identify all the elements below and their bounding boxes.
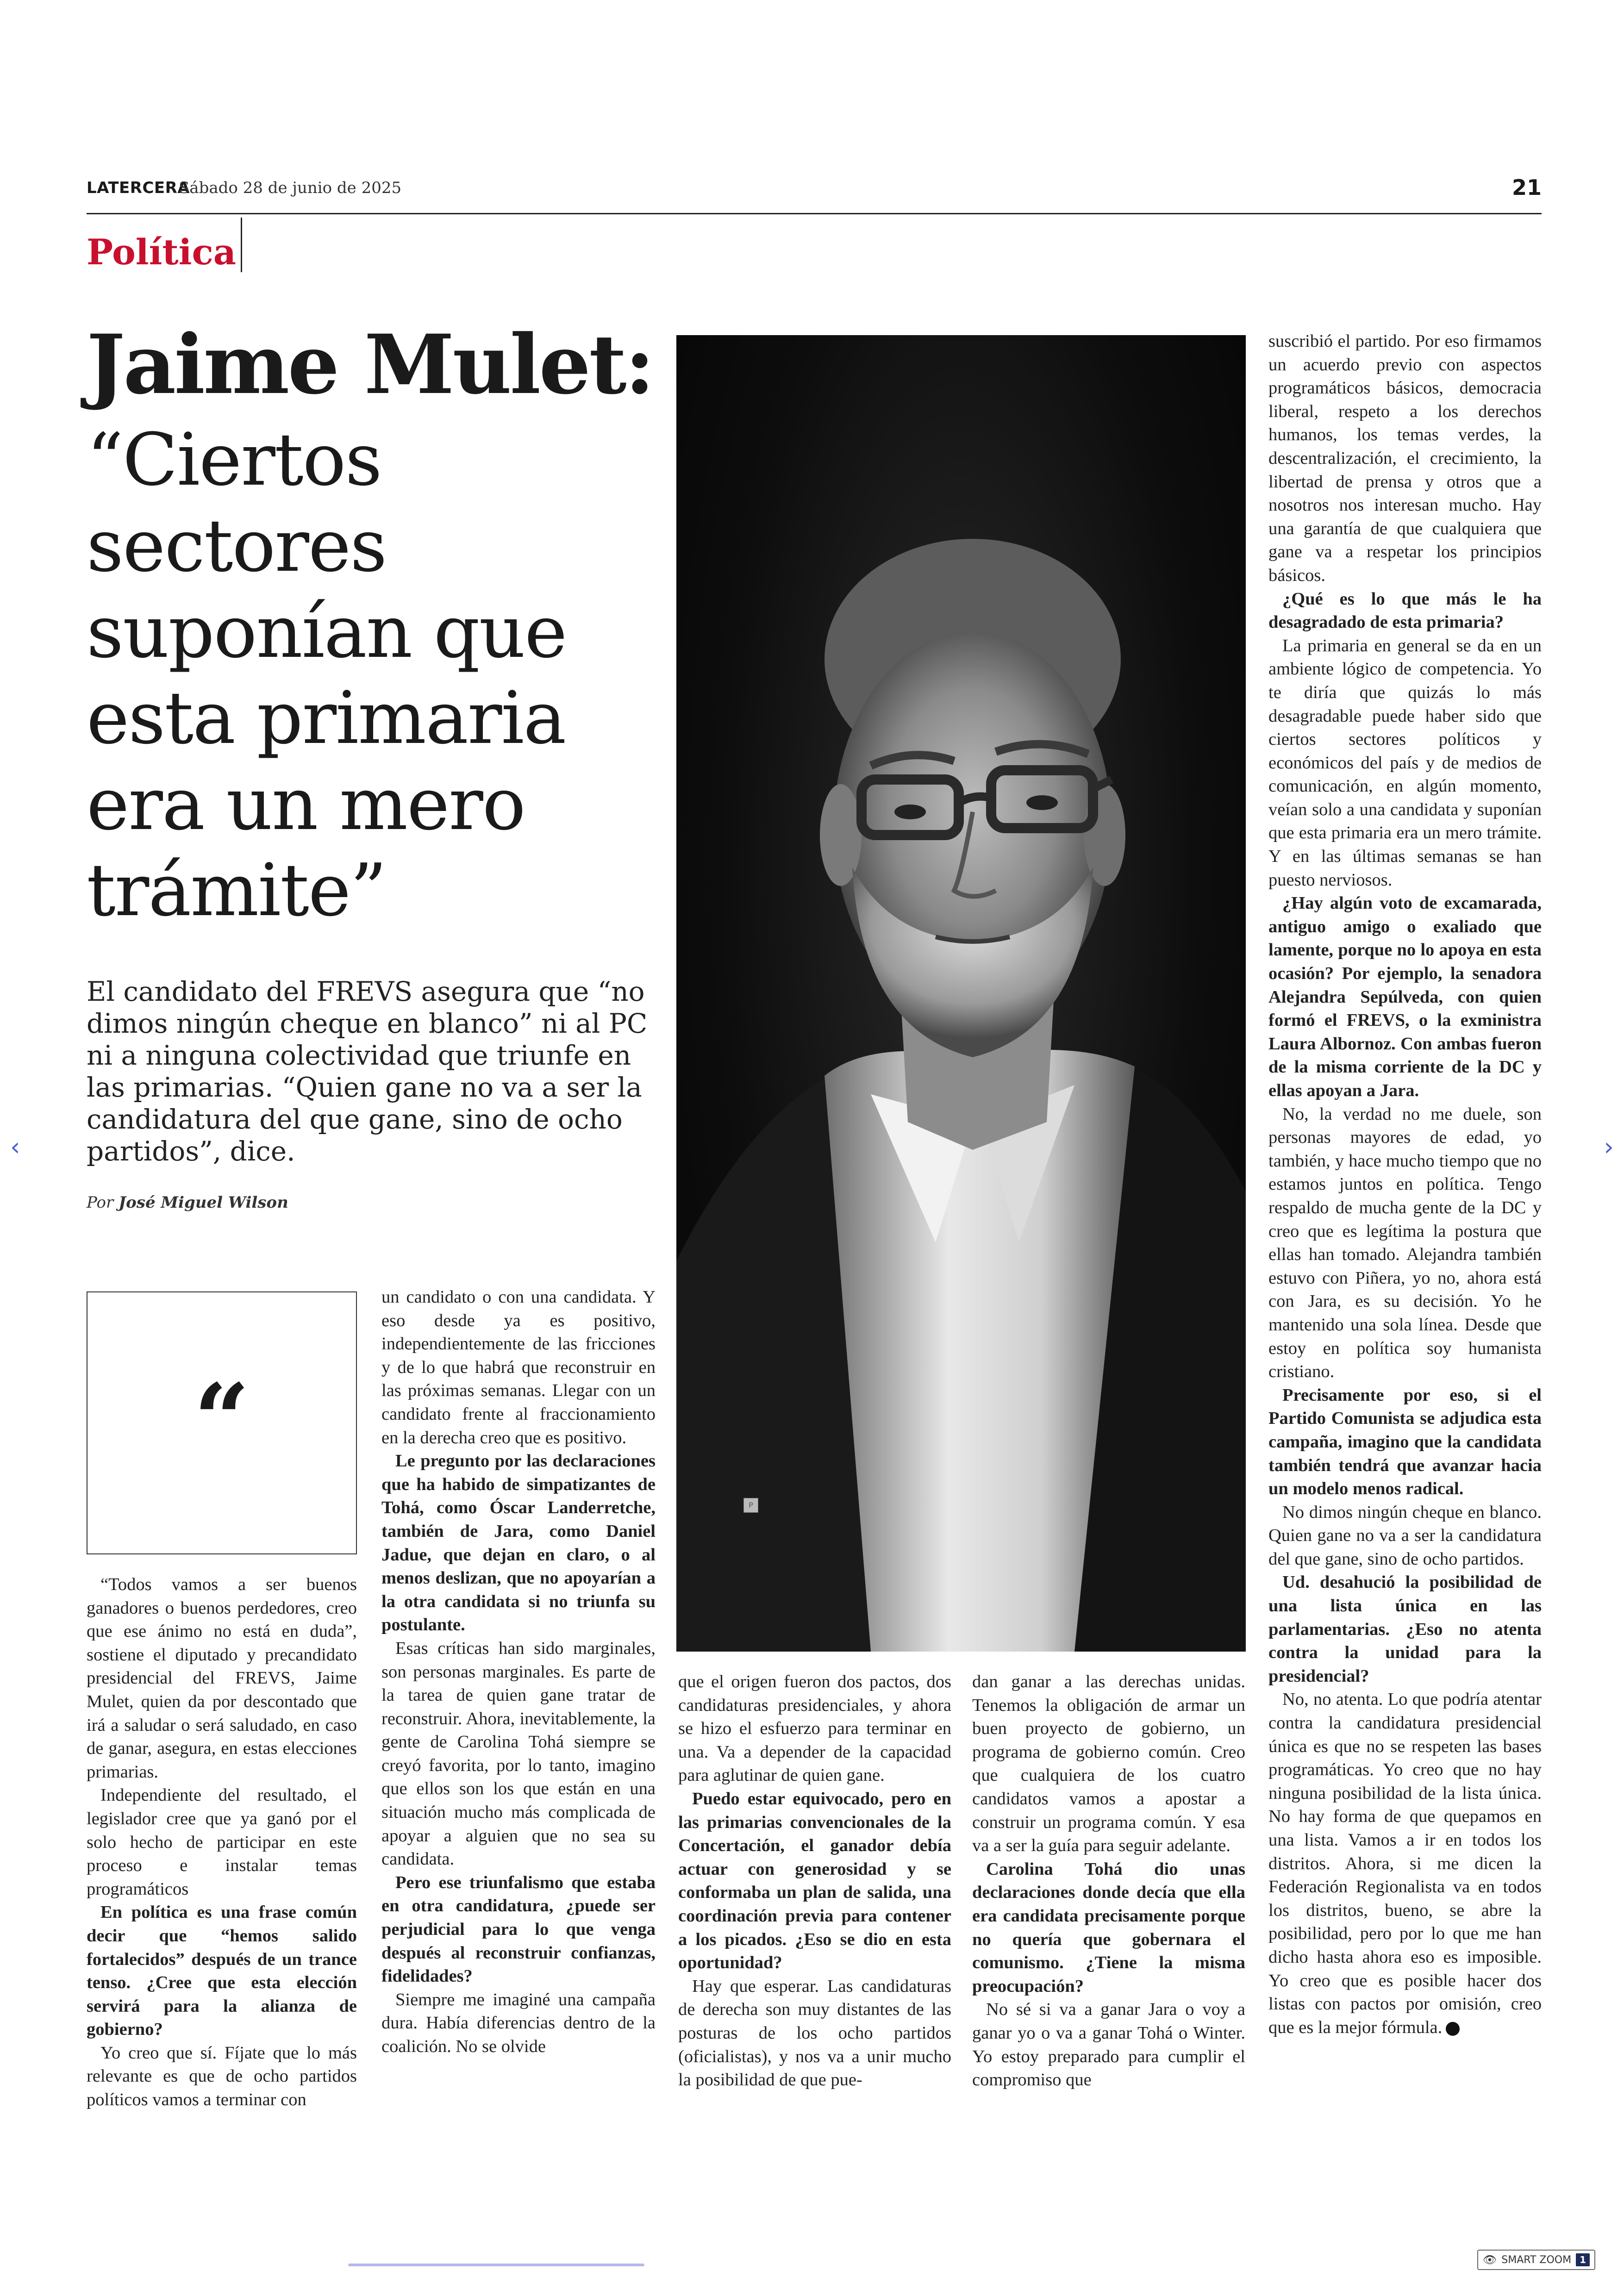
interview-question: Le pregunto por las declaraciones que ha habido de simpatizantes de Tohá, como Óscar Landerretche, también de Jara, como Daniel Jadue, que dejan en claro, o al menos deslizan, que no apoyarían a la otra candidata si no triunfa su postulante.: [381, 1451, 656, 1635]
body-paragraph: Independiente del resultado, el legislador cree que ya ganó por el solo hecho de participar en este proceso e instalar temas programáticos: [87, 1785, 357, 1899]
body-paragraph: un candidato o con una candidata. Y eso desde ya es positivo, independientemente de las fricciones y de lo que habrá que reconstruir en las próximas semanas. Llegar con un candidato frente al fraccionamiento en la derecha creo que es positivo.: [381, 1287, 656, 1447]
page-progress-bar[interactable]: [348, 2264, 644, 2266]
body-paragraph: No, no atenta. Lo que podría atentar contra la candidatura presidencial única es que no se respeten las bases programáticas. Yo creo que no hay ninguna posibilidad de la lista única. No hay forma de que quepamos en una lista. Vamos a ir en todos los distritos. Ahora, si me dicen la Federación Regionalista va en todos los distritos, bueno, se abre la posibilidad, pero por lo que me han dicho hasta ahora eso es imposible. Yo creo que es posible hacer dos listas con pactos por omisión, creo que es la mejor fórmula.: [1268, 1690, 1542, 2037]
body-paragraph: suscribió el partido. Por eso firmamos un acuerdo previo con aspectos programáticos básicos, democracia liberal, respeto a los derechos humanos, los temas verdes, la descentralización, el crecimiento, la libertad de prensa y otros que a nosotros nos interesan mucho. Hay una garantía de que cualquiera que gane va a respetar los principios básicos.: [1268, 331, 1542, 585]
column-5: [1268, 330, 1542, 2039]
portrait-illustration: [676, 335, 1246, 1652]
body-paragraph: “Todos vamos a ser buenos ganadores o buenos perdedores, creo que ese ánimo no está en duda”, sostiene el diputado y precandidato presidencial del FREVS, Jaime Mulet, quien da por descontado que irá a saludar o será saludado, en caso de ganar, asegura, en estas elecciones primarias.: [87, 1575, 357, 1782]
byline-author: José Miguel Wilson: [119, 1193, 288, 1212]
article-dek: El candidato del FREVS asegura que “no dimos ningún cheque en blanco” ni al PC ni a ninguna colectividad que triunfe en las primarias. “Quien gane no va a ser la candidatura del que gane, sino de ocho partidos”, dice.: [87, 976, 648, 1167]
body-paragraph: No sé si va a ganar Jara o voy a ganar yo o va a ganar Tohá o Winter. Yo estoy preparado para cumplir el compromiso que: [972, 2000, 1245, 2090]
column-3: [678, 1670, 951, 2092]
end-of-article-icon: [1446, 2022, 1460, 2036]
previous-page-button[interactable]: ‹: [10, 1132, 20, 1161]
photo-marker-icon[interactable]: P: [743, 1498, 758, 1513]
body-paragraph: Siempre me imaginé una campaña dura. Había diferencias dentro de la coalición. No se olvide: [381, 1989, 656, 2056]
masthead-brand: LATERCERA: [87, 179, 190, 197]
interview-question: Pero ese triunfalismo que estaba en otra candidatura, ¿puede ser perjudicial para lo que venga después al reconstruir confianzas, fidelidades?: [381, 1872, 656, 1986]
body-paragraph: No dimos ningún cheque en blanco. Quien gane no va a ser la candidatura del que gane, sino de ocho partidos.: [1268, 1502, 1542, 1569]
interview-question: Precisamente por eso, si el Partido Comunista se adjudica esta campaña, imagino que la candidata también tendrá que avanzar hacia un modelo menos radical.: [1268, 1385, 1542, 1499]
body-paragraph: La primaria en general se da en un ambiente lógico de competencia. Yo te diría que quizás lo más desagradable puede haber sido que ciertos sectores políticos y económicos del país y de medios de comunicación, en algún momento, veían solo a una candidata y suponían que esta primaria era un mero trámite. Y en las últimas semanas se han puesto nerviosos.: [1268, 636, 1542, 890]
headline-name: Jaime Mulet:: [87, 317, 653, 412]
portrait-photo: [676, 335, 1246, 1652]
byline-prefix: Por: [87, 1193, 114, 1212]
interview-question: Carolina Tohá dio unas declaraciones donde decía que ella era candidata precisamente porque no quería que gobernara el comunismo. ¿Tiene la misma preocupación?: [972, 1859, 1245, 1996]
smart-zoom-button[interactable]: [1477, 2250, 1595, 2270]
body-paragraph: Esas críticas han sido marginales, son personas marginales. Es parte de la tarea de quien gane tratar de reconstruir. Ahora, inevitablemente, la gente de Carolina Tohá siempre se creyó favorita, por lo tanto, imagino que ellos son los que están en una situación mucho más complicada de apoyar a alguien que no sea su candidata.: [381, 1638, 656, 1869]
column-2: [381, 1285, 656, 2058]
interview-question: ¿Hay algún voto de excamarada, antiguo amigo o exaliado que lamente, porque no lo apoya en esta ocasión? Por ejemplo, la senadora Alejandra Sepúlveda, con quien formó el FREVS, o la exministra Laura Albornoz. Con ambas fueron de la misma corriente de la DC y ellas apoyan a Jara.: [1268, 893, 1542, 1100]
headline-quote: “Ciertos sectores suponían que esta primaria era un mero trámite”: [87, 418, 567, 932]
page-badge: 1: [1576, 2253, 1590, 2266]
body-paragraph: que el origen fueron dos pactos, dos candidaturas presidenciales, y ahora se hizo el esfuerzo para terminar en una. Va a depender de la capacidad para aglutinar de quien gane.: [678, 1672, 951, 1785]
section-divider: [241, 218, 242, 272]
smart-zoom-label: SMART ZOOM: [1501, 2254, 1572, 2266]
interview-question: En política es una frase común decir que “hemos salido fortalecidos” después de un trance tenso. ¿Cree que esta elección servirá para la alianza de gobierno?: [87, 1902, 357, 2039]
byline: [87, 1193, 288, 1212]
pull-quote-box: [87, 1291, 357, 1554]
column-4: [972, 1670, 1245, 2092]
body-paragraph: No, la verdad no me duele, son personas mayores de edad, yo también, y hace mucho tiempo que no estamos juntos en política. Tengo respaldo de mucha gente de la DC y creo que es legítima la postura que ellas han tomado. Alejandra también estuvo con Piñera, yo no, ahora está con Jara, es su decisión. Yo he mantenido una sola línea. Desde que estoy en política soy humanista cristiano.: [1268, 1104, 1542, 1382]
issue-date: Sábado 28 de junio de 2025: [179, 179, 402, 197]
interview-question: Puedo estar equivocado, pero en las primarias convencionales de la Concertación, el ganador debía actuar con generosidad y se conformaba un plan de salida, una coordinación previa para contener a los picados. ¿Eso se dio en esta oportunidad?: [678, 1789, 951, 1973]
eye-icon: 👁: [1482, 2253, 1497, 2266]
interview-question: ¿Qué es lo que más le ha desagradado de esta primaria?: [1268, 589, 1542, 632]
body-paragraph: dan ganar a las derechas unidas. Tenemos la obligación de armar un buen proyecto de gobierno, un programa de gobierno común. Creo que cualquiera de los cuatro candidatos vamos a apostar a construir un programa común. Y esa va a ser la guía para seguir adelante.: [972, 1672, 1245, 1856]
body-paragraph: Yo creo que sí. Fíjate que lo más relevante es que de ocho partidos políticos vamos a terminar con: [87, 2043, 357, 2110]
section-label: Política: [87, 231, 237, 273]
header-rule: [87, 213, 1542, 214]
quote-mark-icon: “: [194, 1362, 250, 1477]
page-number: 21: [1512, 175, 1542, 200]
interview-question: Ud. desahució la posibilidad de una lista única en las parlamentarias. ¿Eso no atenta contra la unidad para la presidencial?: [1268, 1572, 1542, 1686]
next-page-button[interactable]: ›: [1604, 1132, 1614, 1161]
body-paragraph: Hay que esperar. Las candidaturas de derecha son muy distantes de las posturas de los ocho partidos (oficialistas), y nos va a unir mucho la posibilidad de que pue-: [678, 1976, 951, 2090]
column-1: [87, 1573, 357, 2112]
